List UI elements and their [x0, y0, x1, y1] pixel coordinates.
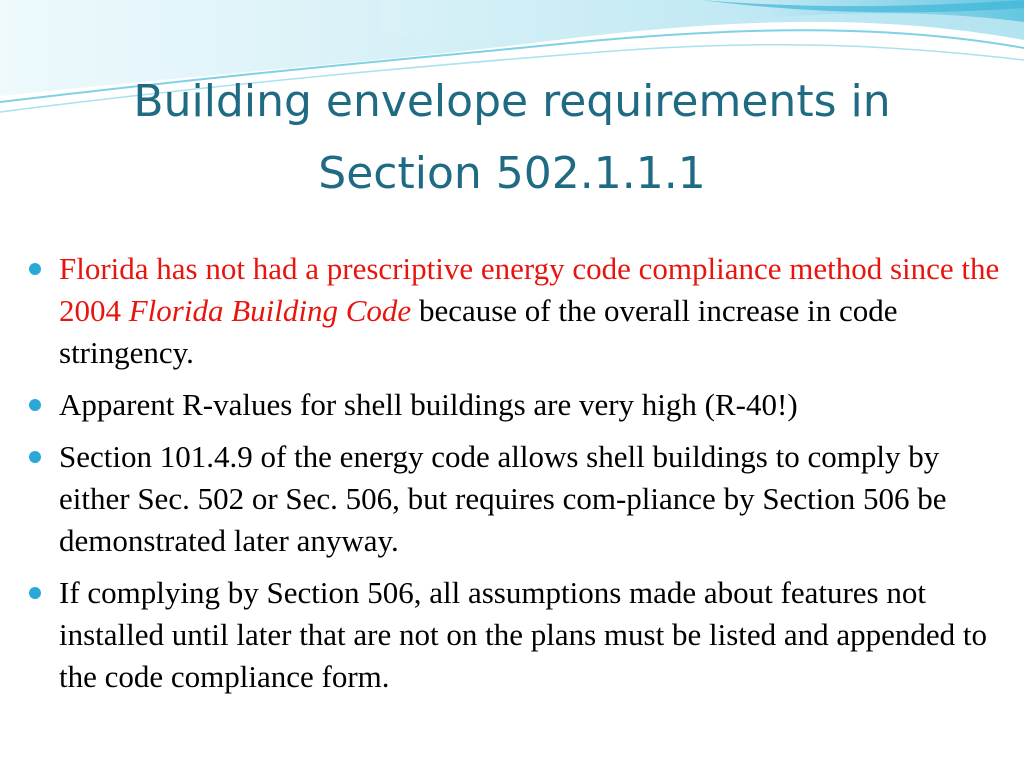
- bullet-item: [59, 248, 1009, 374]
- bullet-dot-icon: [29, 587, 41, 599]
- bullet-text: Section 101.4.9 of the energy code allows shell buildings to comply by either Sec. 502 or Sec. 506, but requires com-pliance by Section 506 be demonstrated later anyway.: [59, 439, 947, 558]
- bullet-text: because of the overall increase in code stringency.: [59, 293, 898, 370]
- slide-title: [40, 66, 984, 210]
- bullet-text: If complying by Section 506, all assumptions made about features not installed until later that are not on the plans must be listed and appended to the code compliance form.: [59, 575, 988, 694]
- bullet-dot-icon: [29, 263, 41, 275]
- slide-title-line1: Building envelope requirements in: [133, 76, 891, 127]
- bullet-red-text: Florida has not had a prescriptive energy code compliance method since the 2004: [59, 251, 1000, 328]
- bullet-dot-icon: [29, 399, 41, 411]
- bullet-item: [59, 436, 1009, 562]
- bullet-text: Apparent R-values for shell buildings are very high (R-40!): [59, 387, 798, 422]
- slide-title-line2: Section 502.1.1.1: [318, 148, 706, 199]
- bullet-red-italic-text: Florida Building Code: [128, 293, 412, 328]
- bullet-item: [59, 384, 1009, 426]
- bullet-dot-icon: [29, 451, 41, 463]
- bullet-item: [59, 572, 1009, 698]
- bullet-list: [59, 248, 1009, 708]
